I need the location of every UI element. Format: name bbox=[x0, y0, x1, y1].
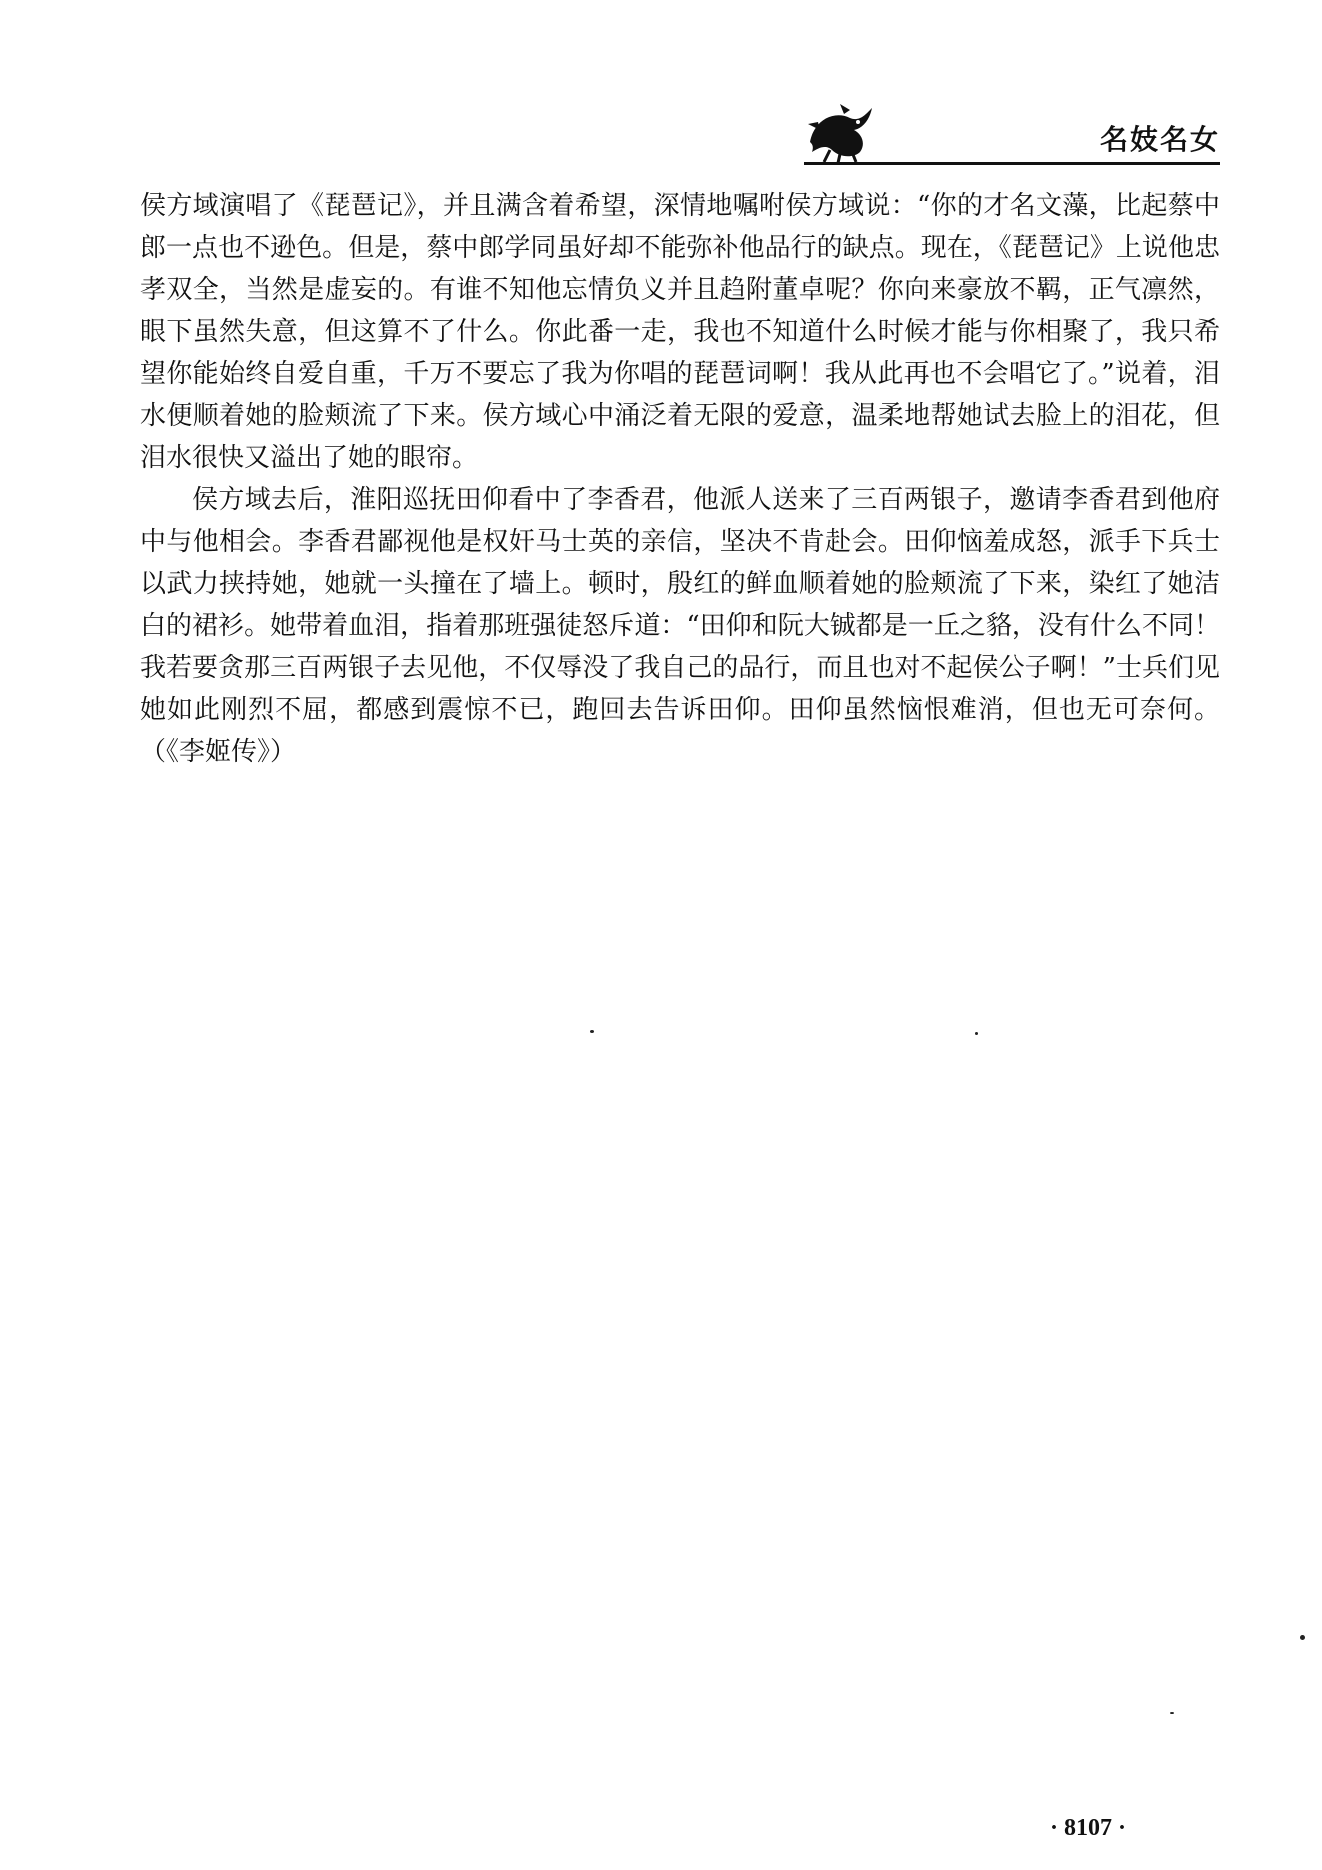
paragraph: 侯方域去后，淮阳巡抚田仰看中了李香君，他派人送来了三百两银子，邀请李香君到他府中与他相会。李香君鄙视他是权奸马士英的亲信，坚决不肯赴会。田仰恼羞成怒，派手下兵士以武力挟持她，她就一头撞在了墙上。顿时，殷红的鲜血顺着她的脸颊流了下来，染红了她洁白的裙衫。她带着血泪，指着那班强徒怒斥道：“田仰和阮大铖都是一丘之貉，没有什么不同！我若要贪那三百两银子去见他，不仅辱没了我自己的品行，而且也对不起侯公子啊！”士兵们见她如此刚烈不屈，都感到震惊不已，跑回去告诉田仰。田仰虽然恼恨难消，但也无可奈何。（《李姬传》） bbox=[140, 485, 1220, 767]
page-number: · 8107 · bbox=[1050, 1815, 1127, 1841]
paragraph: 侯方域演唱了《琵琶记》，并且满含着希望，深情地嘱咐侯方域说：“你的才名文藻，比起蔡中郎一点也不逊色。但是，蔡中郎学同虽好却不能弥补他品行的缺点。现在，《琵琶记》上说他忠孝双全，当然是虚妄的。有谁不知他忘情负义并且趋附董卓呢？你向来豪放不羁，正气凛然，眼下虽然失意，但这算不了什么。你此番一走，我也不知道什么时候才能与你相聚了，我只希望你能始终自爱自重，千万不要忘了我为你唱的琵琶词啊！我从此再也不会唱它了。”说着，泪水便顺着她的脸颊流了下来。侯方域心中涌泛着无限的爱意，温柔地帮她试去脸上的泪花，但泪水很快又溢出了她的眼帘。 bbox=[140, 191, 1220, 473]
scan-speck bbox=[975, 1032, 978, 1035]
header-divider bbox=[804, 162, 1220, 165]
header-title: 名妓名女 bbox=[1099, 123, 1220, 156]
scan-speck bbox=[590, 1030, 594, 1033]
article-body bbox=[140, 185, 1220, 773]
dragon-icon bbox=[800, 100, 880, 164]
scan-speck bbox=[1170, 1712, 1174, 1714]
scan-speck bbox=[1300, 1635, 1305, 1640]
page-header bbox=[800, 100, 1220, 170]
